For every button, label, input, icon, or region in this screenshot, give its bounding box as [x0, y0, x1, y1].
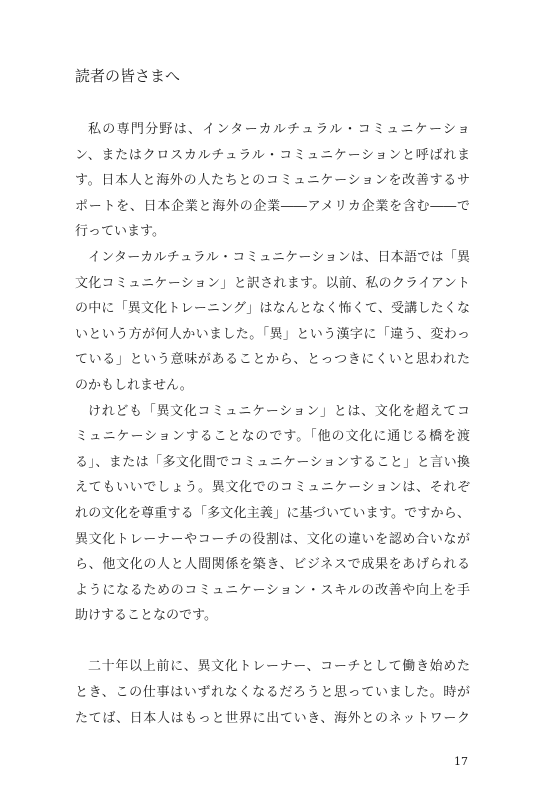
text-line: ミュニケーションすることなのです。「他の文化に通じる橋を渡	[75, 429, 470, 445]
body-text	[75, 117, 470, 731]
text-line: ようになるためのコミュニケーション・スキルの改善や向上を手	[75, 582, 470, 598]
paragraph-1	[75, 117, 470, 245]
page-number: 17	[454, 755, 468, 768]
text-line: 二十年以上前に、異文化トレーナー、コーチとして働き始めた	[88, 659, 470, 675]
text-line: 私の専門分野は、インターカルチュラル・コミュニケーショ	[88, 122, 470, 137]
text-line: たてば、日本人はもっと世界に出ていき、海外とのネットワーク	[75, 710, 470, 726]
text-line: ン、またはクロスカルチュラル・コミュニケーションと呼ばれま	[75, 147, 470, 163]
page-heading: 読者の皆さまへ	[75, 67, 181, 85]
text-line: る」、または「多文化間でコミュニケーションすること」と言い換	[75, 454, 470, 470]
text-line: とき、この仕事はいずれなくなるだろうと思っていました。時が	[75, 685, 470, 701]
text-line: ら、他文化の人と人間関係を築き、ビジネスで成果をあげられる	[75, 557, 470, 573]
text-line: ている」という意味があることから、とっつきにくいと思われた	[75, 352, 470, 368]
paragraph-2	[75, 245, 470, 399]
text-line: いという方が何人かいました。「異」という漢字に「違う、変わっ	[75, 326, 470, 342]
text-line: えてもいいでしょう。異文化でのコミュニケーションは、それぞ	[75, 480, 470, 496]
paragraph-3	[75, 399, 470, 629]
text-line: けれども「異文化コミュニケーション」とは、文化を超えてコ	[88, 403, 470, 419]
text-line: 助けすることなのです。	[75, 608, 217, 624]
text-line: のかもしれません。	[75, 377, 193, 393]
text-line: の中に「異文化トレーニング」はなんとなく怖くて、受講したくな	[75, 301, 470, 317]
text-line: 異文化トレーナーやコーチの役割は、文化の違いを認め合いなが	[75, 531, 470, 547]
paragraph-4	[75, 654, 470, 731]
text-line: 文化コミュニケーション」と訳されます。以前、私のクライアント	[75, 275, 470, 291]
text-line: ポートを、日本企業と海外の企業――アメリカ企業を含む――で	[75, 198, 470, 214]
text-line: 行っています。	[75, 224, 165, 240]
text-line: す。日本人と海外の人たちとのコミュニケーションを改善するサ	[75, 173, 470, 189]
text-line: れの文化を尊重する「多文化主義」に基づいています。ですから、	[75, 505, 470, 521]
text-line: インターカルチュラル・コミュニケーションは、日本語では「異	[88, 249, 470, 265]
section-gap	[75, 629, 470, 655]
